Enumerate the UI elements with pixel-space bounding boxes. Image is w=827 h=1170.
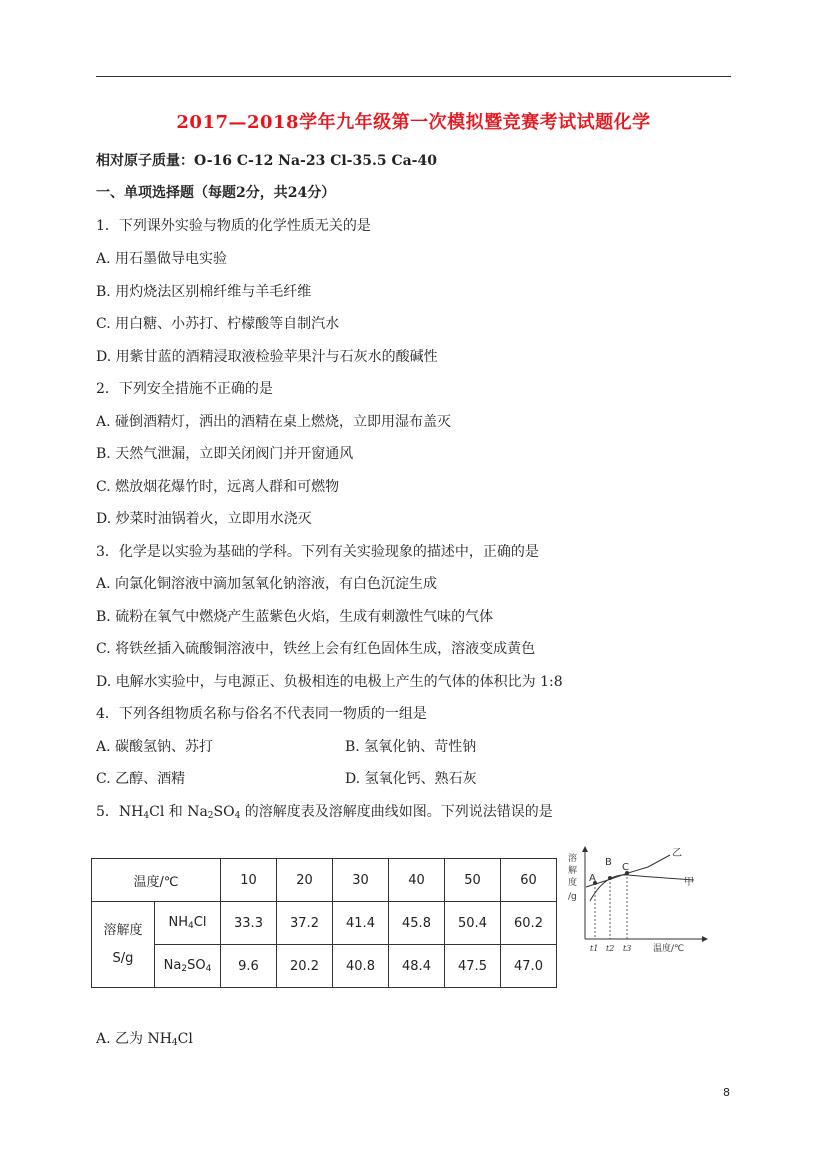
table-header-temperature: 温度/℃ xyxy=(92,859,221,902)
graph-ylabel: 解 xyxy=(568,866,578,876)
table-cell: 20.2 xyxy=(277,945,333,988)
table-cell: 50.4 xyxy=(445,902,501,945)
graph-label-a: A xyxy=(589,873,596,884)
table-temp-cell: 10 xyxy=(221,859,277,902)
table-temp-cell: 20 xyxy=(277,859,333,902)
question-4-option-c: C. 乙醇、酒精 xyxy=(96,771,186,787)
table-cell: 47.5 xyxy=(445,945,501,988)
table-cell: 9.6 xyxy=(221,945,277,988)
question-2-option-d: D. 炒菜时油锅着火，立即用水浇灭 xyxy=(96,511,312,527)
page-number: 8 xyxy=(723,1086,730,1099)
question-5-stem: 5．$NH_4Cl$ 和 $Na_2SO_4$ 的溶解度表及溶解度曲线如图。下列说法错误的是 xyxy=(96,804,553,821)
question-3-option-c: C. 将铁丝插入硫酸铜溶液中，铁丝上会有红色固体生成，溶液变成黄色 xyxy=(96,641,536,657)
question-1-option-b: B. 用灼烧法区别棉纤维与羊毛纤维 xyxy=(96,284,312,300)
graph-tick-t3: t3 xyxy=(623,944,632,953)
table-temp-cell: 60 xyxy=(501,859,557,902)
table-row-label-na2so4: $Na_2SO_4$ xyxy=(155,945,221,988)
graph-label-b: B xyxy=(605,857,612,868)
graph-y-arrow xyxy=(582,846,588,852)
question-4-option-b: B. 氢氧化钠、苛性钠 xyxy=(345,739,477,755)
graph-tick-t2: t2 xyxy=(606,944,615,953)
table-cell: 60.2 xyxy=(501,902,557,945)
question-3-option-a: A. 向氯化铜溶液中滴加氢氧化钠溶液，有白色沉淀生成 xyxy=(96,576,438,592)
table-cell: 48.4 xyxy=(389,945,445,988)
question-5-option-a: A. 乙为 $NH_4Cl$ xyxy=(96,1031,193,1048)
graph-curve-jia xyxy=(590,875,694,901)
table-cell: 47.0 xyxy=(501,945,557,988)
table-temp-cell: 30 xyxy=(333,859,389,902)
table-temp-cell: 40 xyxy=(389,859,445,902)
table-group-label: 溶解度 S/g xyxy=(92,902,155,988)
graph-x-arrow xyxy=(702,936,708,942)
table-row-label-nh4cl: $NH_4Cl$ xyxy=(155,902,221,945)
table-cell: 37.2 xyxy=(277,902,333,945)
graph-point-b xyxy=(608,876,612,880)
question-1-option-a: A. 用石墨做导电实验 xyxy=(96,251,228,267)
question-4-option-a: A. 碳酸氢钠、苏打 xyxy=(96,739,214,755)
question-1-option-d: D. 用紫甘蓝的酒精浸取液检验苹果汁与石灰水的酸碱性 xyxy=(96,349,438,365)
question-2-stem: 2．下列安全措施不正确的是 xyxy=(96,381,273,397)
graph-label-jia: 甲 xyxy=(684,877,694,888)
question-4-stem: 4．下列各组物质名称与俗名不代表同一物质的一组是 xyxy=(96,706,427,722)
question-2-option-b: B. 天然气泄漏，立即关闭阀门并开窗通风 xyxy=(96,446,354,462)
question-1-option-c: C. 用白糖、小苏打、柠檬酸等自制汽水 xyxy=(96,316,340,332)
page-title: 2017—2018学年九年级第一次模拟暨竞赛考试试题化学 xyxy=(176,112,651,133)
question-4-option-d: D. 氢氧化钙、熟石灰 xyxy=(345,771,477,787)
graph-ylabel: 溶 xyxy=(568,854,578,864)
graph-ylabel: /g xyxy=(568,892,577,902)
table-cell: 45.8 xyxy=(389,902,445,945)
table-cell: 33.3 xyxy=(221,902,277,945)
table-cell: 41.4 xyxy=(333,902,389,945)
graph-label-c: C xyxy=(622,862,629,873)
question-3-option-d: D. 电解水实验中，与电源正、负极相连的电极上产生的气体的体积比为 1:8 xyxy=(96,674,563,690)
question-3-option-b: B. 硫粉在氧气中燃烧产生蓝紫色火焰，生成有刺激性气味的气体 xyxy=(96,609,494,625)
question-3-stem: 3．化学是以实验为基础的学科。下列有关实验现象的描述中，正确的是 xyxy=(96,544,539,560)
section-heading: 一、单项选择题（每题2分，共24分） xyxy=(96,185,336,201)
table-cell: 40.8 xyxy=(333,945,389,988)
question-2-option-a: A. 碰倒酒精灯，洒出的酒精在桌上燃烧，立即用湿布盖灭 xyxy=(96,414,452,430)
solubility-curve-graph xyxy=(560,843,710,958)
graph-xlabel: 温度/℃ xyxy=(653,944,685,954)
solubility-table xyxy=(91,858,557,988)
atomic-masses: 相对原子质量：O-16 C-12 Na-23 Cl-35.5 Ca-40 xyxy=(96,153,437,169)
table-temp-cell: 50 xyxy=(445,859,501,902)
graph-label-yi: 乙 xyxy=(672,848,682,859)
header-rule xyxy=(96,76,731,77)
question-2-option-c: C. 燃放烟花爆竹时，远离人群和可燃物 xyxy=(96,479,340,495)
graph-ylabel: 度 xyxy=(568,878,578,888)
graph-tick-t1: t1 xyxy=(590,944,599,953)
question-1-stem: 1．下列课外实验与物质的化学性质无关的是 xyxy=(96,218,371,234)
